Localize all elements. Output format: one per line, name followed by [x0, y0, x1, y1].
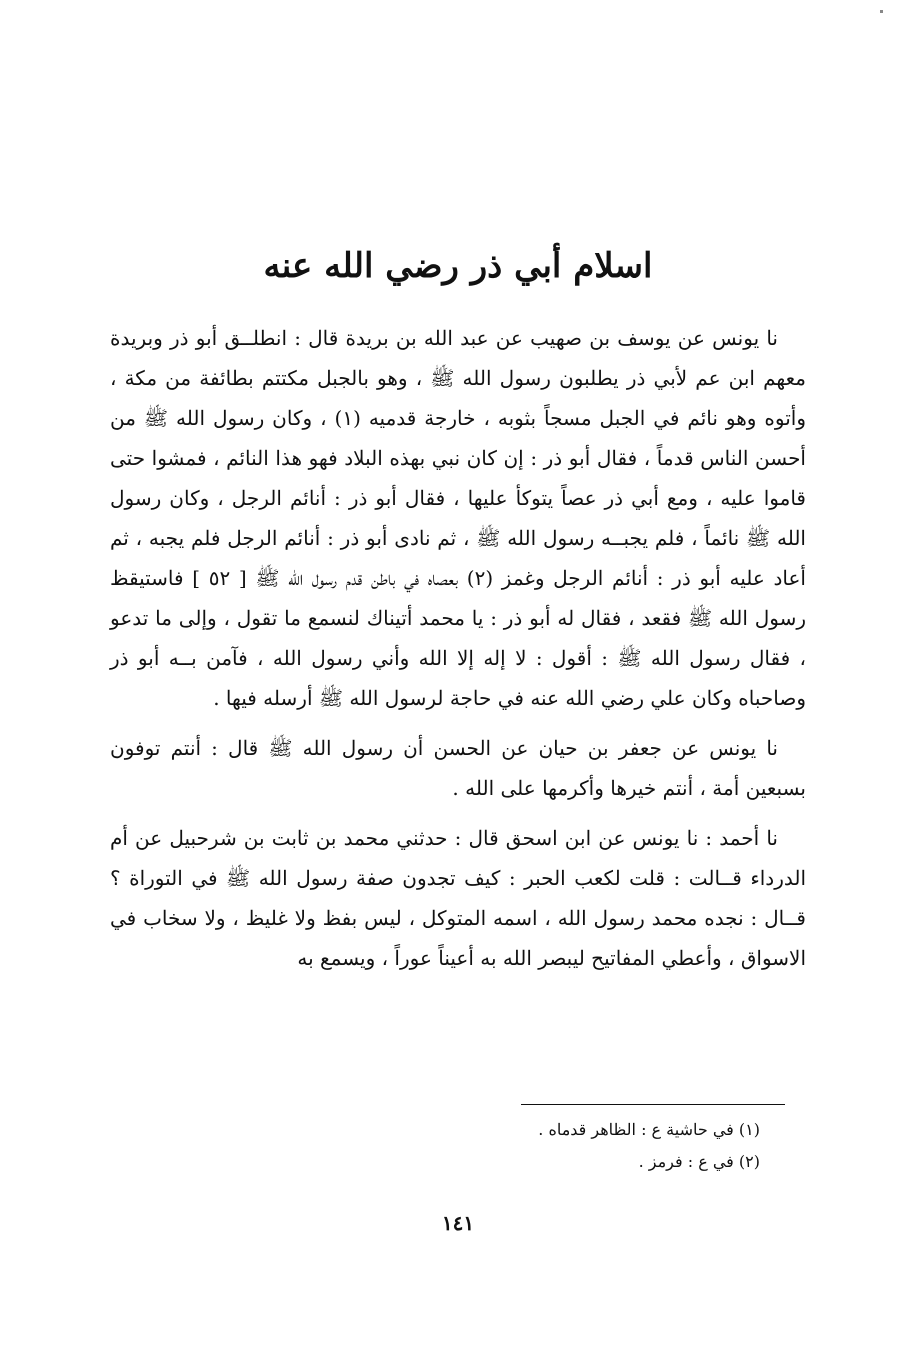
- footnote-2: (٢) في ع : فرمز .: [638, 1152, 760, 1171]
- paragraph-1: نا يونس عن يوسف بن صهيب عن عبد الله بن بريدة قال : انطلــق أبو ذر وبريدة معهم ابن عم لأبي ذر يطلبون رسول الله ﷺ ، وهو بالجبل مكتتم بطائفة من مكة ، وأتوه وهو نائم في الجبل مسجاً بثوبه ، خارجة قدميه (١) ، وكان رسول الله ﷺ من أحسن الناس قدماً ، فقال أبو ذر : إن كان نبي بهذه البلاد فهو هذا النائم ، فمشوا حتى قاموا عليه ، ومع أبي ذر عصاً يتوكأ عليها ، فقال أبو ذر : أنائم الرجل ، وكان رسول الله ﷺ نائماً ، فلم يجبــه رسول الله ﷺ ، ثم نادى أبو ذر : أنائم الرجل فلم يجبه ، ثم أعاد عليه أبو ذر : أنائم الرجل وغمز (٢) بعصاه في باطن قدم رسول الله ﷺ [ ٥٢ ] فاستيقظ رسول الله ﷺ فقعد ، فقال له أبو ذر : يا محمد أتيناك لنسمع ما تقول ، وإلى ما تدعو ، فقال رسول الله ﷺ : أقول : لا إله إلا الله وأني رسول الله ، فآمن بــه أبو ذر وصاحباه وكان علي رضي الله عنه في حاجة لرسول الله ﷺ أرسله فيها .: [110, 326, 807, 710]
- paragraph-3: نا أحمد : نا يونس عن ابن اسحق قال : حدثني محمد بن ثابت بن شرحبيل عن أم الدرداء قــالت : قلت لكعب الحبر : كيف تجدون صفة رسول الله ﷺ في التوراة ؟ قــال : نجده محمد رسول الله ، اسمه المتوكل ، ليس بفظ ولا غليظ ، ولا سخاب في الاسواق ، وأعطي المفاتيح ليبصر الله به أعيناً عوراً ، ويسمع به: [110, 826, 806, 970]
- footnote-separator: [521, 1104, 785, 1105]
- footnotes: [110, 1114, 760, 1178]
- scan-speck: [880, 10, 883, 13]
- footnote-1: (١) في حاشية ع : الظاهر قدماه .: [538, 1120, 760, 1139]
- page-number: ١٤١: [441, 1211, 475, 1235]
- chapter-title: اسلام أبي ذر رضي الله عنه: [263, 245, 653, 286]
- body-text: [110, 318, 806, 978]
- paragraph-2: نا يونس عن جعفر بن حيان عن الحسن أن رسول الله ﷺ قال : أنتم توفون بسبعين أمة ، أنتم خيرها وأكرمها على الله .: [110, 736, 806, 800]
